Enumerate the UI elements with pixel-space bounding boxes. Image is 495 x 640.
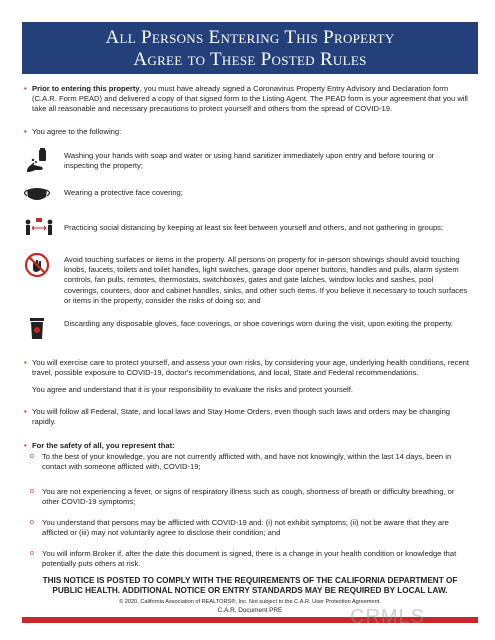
representation-text: You will inform Broker if, after the date this document is signed, there is a change in your health condition or knowledge that potentially puts others at risk.: [42, 549, 457, 569]
title-line-2: Agree to These Posted Rules: [133, 49, 367, 70]
title-line-1: All Persons Entering This Property: [105, 27, 395, 48]
represent-heading: [24, 441, 470, 451]
title-banner: [22, 22, 478, 74]
document-name: C.A.R. Document PRE: [217, 607, 283, 614]
rule-text: Avoid touching surfaces or items in the property. All persons on property for in-person showings should avoid touching knobs, faucets, toilets and toilet handles, light switches, garage door opener buttons, handles and pulls, alarm system controls, fan pulls, remotes, thermostats, switchboxes, gates and gate latches, window locks and sashes, pool coverings, counters, door and cabinet handles, sinks, and other such items. If you believe it necessary to touch surfaces or items in the property, consider the risks of doing so; and: [64, 255, 468, 305]
watermark: CRMLS: [350, 606, 426, 628]
no-touch-icon: [24, 252, 50, 278]
intro-text: , you must have already signed a Coronavirus Property Entry Advisory and Declaration form (C.A.R. Form PEAD) and delivered a copy of that signed form to the Listing Agent. The PEAD form is your agreement that you will take all reasonable and necessary precautions to protect yourself and others from the spread of COVID-19.: [32, 84, 468, 114]
copyright-text: © 2020, California Association of REALTORS®, Inc. Not subject to the C.A.R. User Protection Agreement.: [119, 599, 381, 605]
representation-item: [30, 487, 460, 507]
understand-text: You agree and understand that it is your responsibility to evaluate the risks and protect yourself.: [32, 385, 353, 394]
face-mask-icon: [24, 181, 50, 207]
representation-item: [30, 518, 460, 538]
agree-heading: [24, 127, 470, 137]
exercise-care-paragraph: [24, 358, 470, 378]
representation-text: To the best of your knowledge, you are not currently afflicted with, and have not knowingly, within the last 14 days, been in contact with someone afflicted with, COVID-19;: [42, 452, 452, 472]
sub-bullet-marker: o: [30, 488, 34, 495]
bullet-marker: •: [24, 84, 27, 93]
hand-wash-icon: [24, 148, 50, 174]
bullet-marker: •: [24, 407, 27, 416]
representation-text: You are not experiencing a fever, or signs of respiratory illness such as cough, shortness of breath or difficulty breathing, or other COVID-19 symptoms;: [42, 487, 455, 507]
representation-text: You understand that persons may be afflicted with COVID-19 and: (i) not exhibit symptoms; (ii) not be aware that they are afflicted or (iii) may not voluntarily agree to disclose their condition; and: [42, 518, 449, 538]
trash-bin-icon: [24, 315, 50, 341]
sub-bullet-marker: o: [30, 453, 34, 460]
notice-line-2: PUBLIC HEALTH. ADDITIONAL NOTICE OR ENTRY STANDARDS MAY BE REQUIRED BY LOCAL LAW.: [52, 586, 448, 595]
represent-heading-text: For the safety of all, you represent that:: [32, 441, 175, 450]
understand-paragraph: [24, 385, 470, 395]
rule-text: Washing your hands with soap and water or using hand sanitizer immediately upon entry and before touring or inspecting the property;: [64, 151, 435, 171]
notice-line-1: THIS NOTICE IS POSTED TO COMPLY WITH THE REQUIREMENTS OF THE CALIFORNIA DEPARTMENT OF: [42, 576, 458, 585]
rule-text: Practicing social distancing by keeping at least six feet between yourself and others, and not gathering in groups;: [64, 223, 444, 232]
agree-heading-text: You agree to the following:: [32, 127, 122, 136]
follow-laws-paragraph: [24, 407, 470, 427]
rule-text: Discarding any disposable gloves, face coverings, or shoe coverings worn during the visit, upon exiting the property.: [64, 319, 454, 328]
bullet-marker: •: [24, 441, 27, 450]
intro-paragraph: [24, 84, 470, 115]
social-distance-icon: [24, 215, 50, 241]
bullet-marker: •: [24, 358, 27, 367]
rule-text: Wearing a protective face covering;: [64, 188, 183, 197]
follow-laws-text: You will follow all Federal, State, and local laws and Stay Home Orders, even though such laws and orders may be changing rapidly.: [32, 407, 451, 427]
bullet-marker: •: [24, 127, 27, 136]
representation-item: [30, 549, 460, 569]
intro-bold: Prior to entering this property: [32, 84, 140, 93]
sub-bullet-marker: o: [30, 519, 34, 526]
sub-bullet-marker: o: [30, 550, 34, 557]
representation-item: [30, 452, 460, 472]
exercise-care-text: You will exercise care to protect yourself, and assess your own risks, by considering your age, underlying health conditions, recent travel, possible exposure to COVID-19, doctor's recommendations, and local, State and Federal recommendations.: [32, 358, 470, 378]
